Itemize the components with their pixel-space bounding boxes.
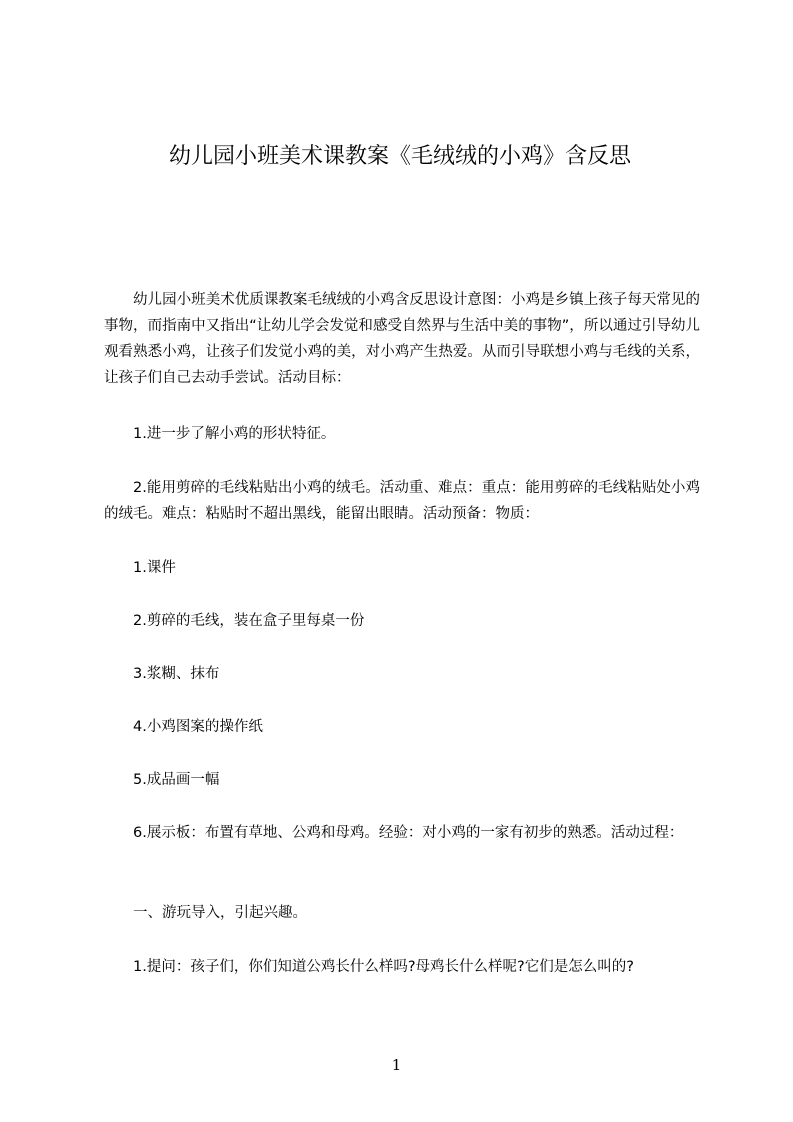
- paragraph-intro: 幼儿园小班美术优质课教案毛绒绒的小鸡含反思设计意图：小鸡是乡镇上孩子每天常见的事物，而指南中又指出“让幼儿学会发觉和感受自然界与生活中美的事物”，所以通过引导幼儿观看熟悉小鸡，让孩子们发觉小鸡的美，对小鸡产生热爱。从而引导联想小鸡与毛线的关系，让孩子们自己去动手尝试。活动目标：: [104, 292, 700, 386]
- page-number: 1: [391, 1056, 402, 1074]
- paragraph-material-4: 4.小鸡图案的操作纸: [133, 719, 263, 735]
- paragraph-material-5: 5.成品画一幅: [133, 772, 220, 788]
- paragraph-material-6: 6.展示板：布置有草地、公鸡和母鸡。经验：对小鸡的一家有初步的熟悉。活动过程：: [133, 825, 684, 841]
- paragraph-step-1: 1.提问：孩子们，你们知道公鸡长什么样吗?母鸡长什么样呢?它们是怎么叫的?: [133, 959, 634, 975]
- paragraph-material-2: 2.剪碎的毛线，装在盒子里每桌一份: [133, 613, 365, 629]
- paragraph-goal-1: 1.进一步了解小鸡的形状特征。: [133, 426, 336, 442]
- paragraph-step-heading: 一、游玩导入，引起兴趣。: [133, 905, 307, 921]
- paragraph-material-3: 3.浆糊、抹布: [133, 666, 220, 682]
- paragraph-material-1: 1.课件: [133, 560, 176, 576]
- document-title: 幼儿园小班美术课教案《毛绒绒的小鸡》含反思: [168, 144, 631, 169]
- paragraph-goal-2: 2.能用剪碎的毛线粘贴出小鸡的绒毛。活动重、难点：重点：能用剪碎的毛线粘贴处小鸡的绒毛。难点：粘贴时不超出黑线，能留出眼睛。活动预备：物质：: [104, 480, 700, 522]
